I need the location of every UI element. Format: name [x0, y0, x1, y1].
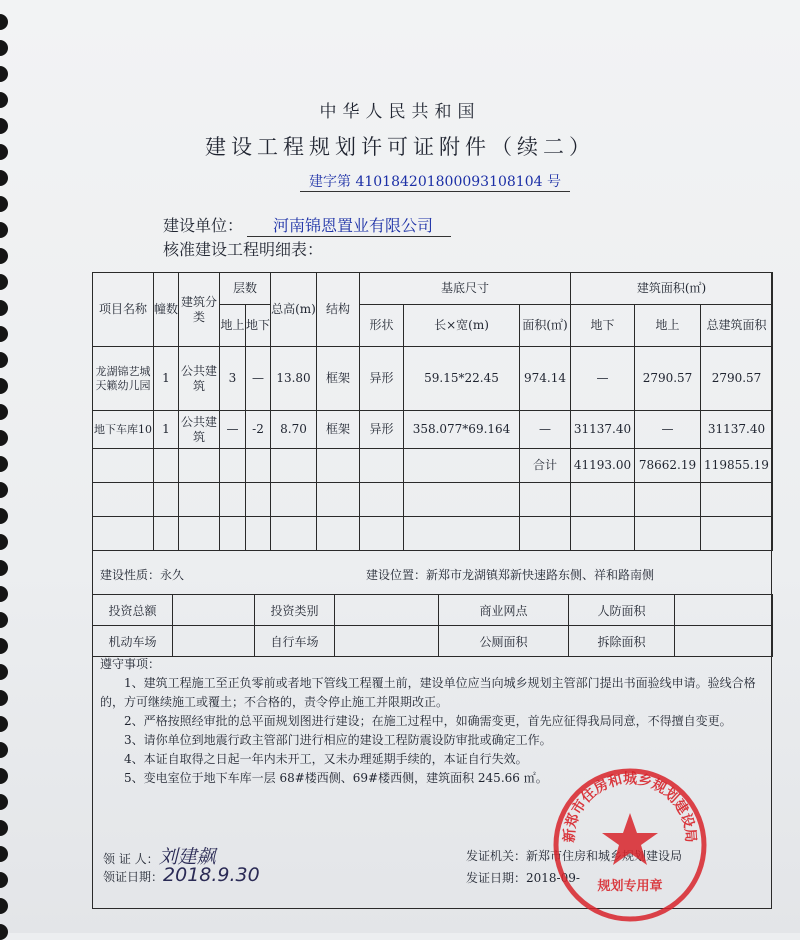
cell-shape: 异形: [360, 411, 404, 449]
nature-label: 建设性质：: [100, 568, 161, 582]
feed-hole: [0, 170, 8, 186]
th-shape: 形状: [360, 305, 404, 347]
cell-base-area: —: [520, 411, 571, 449]
th-floors-above: 地上: [220, 305, 246, 347]
cell-area-below: 31137.40: [571, 411, 635, 449]
investment-total-label: 投资总额: [93, 595, 173, 626]
th-area-above: 地上: [635, 305, 701, 347]
th-total-height: 总高(m): [271, 273, 317, 347]
table-row: [93, 347, 773, 411]
commercial-label: 商业网点: [439, 595, 569, 626]
feed-hole: [0, 820, 8, 836]
cell-type: 公共建筑: [179, 411, 220, 449]
location-value: 新郑市龙湖镇郑新快速路东侧、祥和路南侧: [426, 568, 655, 582]
document-title: 建设工程规划许可证附件（续二）: [205, 135, 595, 159]
investment-table: [92, 594, 773, 657]
cell-area-above: —: [635, 411, 701, 449]
th-base-size: 基底尺寸: [360, 273, 571, 305]
issue-date-value: 2018-09-: [526, 871, 580, 885]
feed-hole: [0, 508, 8, 524]
cell-count: 1: [154, 347, 179, 411]
empty-row: [93, 483, 773, 517]
totals-row: [93, 449, 773, 483]
feed-hole: [0, 430, 8, 446]
toilet-area-label: 公厕面积: [439, 626, 569, 657]
receive-date-label: 领证日期：: [103, 870, 164, 884]
feed-hole: [0, 300, 8, 316]
feed-hole: [0, 638, 8, 654]
cell-type: 公共建筑: [179, 347, 220, 411]
cell-lxw: 59.15*22.45: [404, 347, 520, 411]
cell-area-total: 2790.57: [701, 347, 773, 411]
note-item: 2、严格按照经审批的总平面规划图进行建设；在施工过程中，如确需变更，首先应征得我局同意，不得擅自变更。: [124, 714, 732, 728]
note-item: 1、建筑工程施工至正负零前或者地下管线工程覆土前，建设单位应当向城乡规划主管部门提出书面验线申请。验线合格的，方可继续施工或覆土；不合格的，责令停止施工并限期改正。: [100, 676, 756, 709]
feed-hole: [0, 482, 8, 498]
feed-hole: [0, 560, 8, 576]
receive-date-line: [103, 864, 260, 886]
cell-shape: 异形: [360, 347, 404, 411]
civil-defense-label: 人防面积: [569, 595, 675, 626]
feed-hole: [0, 196, 8, 212]
empty-row: [93, 517, 773, 551]
feed-hole: [0, 586, 8, 602]
receiver-label: 领 证 人：: [103, 852, 159, 866]
feed-hole: [0, 898, 8, 914]
th-area-below: 地下: [571, 305, 635, 347]
cell-name: 地下车库10: [93, 411, 154, 449]
feed-hole: [0, 222, 8, 238]
feed-hole: [0, 872, 8, 888]
th-area-total: 总建筑面积: [701, 305, 773, 347]
cell-structure: 框架: [317, 411, 360, 449]
th-building-count: 幢数: [154, 273, 179, 347]
note-item: 3、请你单位到地震行政主管部门进行相应的建设工程防震设防审批或确定工作。: [124, 733, 552, 747]
note-item: 5、变电室位于地下车库一层 68#楼西侧、69#楼西侧，建筑面积 245.66 ㎡。: [124, 771, 548, 785]
seal-arc-text: 新郑市住房和城乡规划建设局: [561, 771, 699, 844]
feed-hole: [0, 14, 8, 30]
cell-area-above: 2790.57: [635, 347, 701, 411]
bicycle-parking-label: 自行车场: [255, 626, 335, 657]
feed-hole: [0, 326, 8, 342]
feed-hole: [0, 40, 8, 56]
th-floors: 层数: [220, 273, 271, 305]
th-project-name: 项目名称: [93, 273, 154, 347]
th-floor-area: 建筑面积(㎡): [571, 273, 773, 305]
construction-nature: [100, 566, 184, 583]
issuer-value: 新郑市住房和城乡规划建设局: [526, 849, 683, 863]
building-detail-table: [92, 272, 773, 551]
issuer-label: 发证机关：: [466, 849, 527, 863]
feed-hole: [0, 248, 8, 264]
th-floors-below: 地下: [246, 305, 271, 347]
receiver-signature: 刘建飙: [158, 846, 216, 868]
feed-hole: [0, 404, 8, 420]
note-item: 4、本证自取得之日起一年内未开工，又未办理延期手续的，本证自行失效。: [124, 752, 528, 766]
demolition-area-label: 拆除面积: [569, 626, 675, 657]
th-lxw: 长×宽(m): [404, 305, 520, 347]
investment-type-label: 投资类别: [255, 595, 335, 626]
cell-area-below: —: [571, 347, 635, 411]
applicant-value: 河南锦恩置业有限公司: [247, 213, 451, 237]
feed-hole: [0, 664, 8, 680]
cell-base-area: 974.14: [520, 347, 571, 411]
feed-hole: [0, 768, 8, 784]
seal-sub-text: 规划专用章: [597, 879, 663, 894]
feed-hole: [0, 66, 8, 82]
cell-above: 3: [220, 347, 246, 411]
permit-number: 建字第 410184201800093108104 号: [300, 171, 570, 192]
feed-hole: [0, 742, 8, 758]
cell-structure: 框架: [317, 347, 360, 411]
official-seal: [550, 765, 710, 925]
th-base-area: 面积(㎡): [520, 305, 571, 347]
cell-height: 8.70: [271, 411, 317, 449]
cell-height: 13.80: [271, 347, 317, 411]
issue-date-label: 发证日期：: [466, 871, 527, 885]
totals-area-total: 119855.19: [701, 449, 773, 483]
table-row: [93, 411, 773, 449]
feed-hole: [0, 716, 8, 732]
feed-hole: [0, 274, 8, 290]
cell-count: 1: [154, 411, 179, 449]
totals-area-below: 41193.00: [571, 449, 635, 483]
feed-hole: [0, 794, 8, 810]
detail-title: 核准建设工程明细表：: [163, 240, 324, 259]
receive-date-handwritten: 2018.9.30: [163, 864, 260, 886]
cell-below: —: [246, 347, 271, 411]
nature-value: 永久: [160, 568, 185, 582]
feed-hole: [0, 690, 8, 706]
applicant-line: [163, 213, 451, 237]
th-structure: 结构: [317, 273, 360, 347]
th-building-type: 建筑分类: [179, 273, 220, 347]
cell-above: —: [220, 411, 246, 449]
feed-hole: [0, 378, 8, 394]
totals-label: 合计: [520, 449, 571, 483]
feed-hole: [0, 924, 8, 940]
cell-area-total: 31137.40: [701, 411, 773, 449]
totals-area-above: 78662.19: [635, 449, 701, 483]
cell-below: -2: [246, 411, 271, 449]
location-label: 建设位置：: [366, 568, 427, 582]
feed-hole: [0, 846, 8, 862]
construction-location: [366, 566, 654, 583]
motor-parking-label: 机动车场: [93, 626, 173, 657]
applicant-label: 建设单位：: [163, 216, 244, 235]
country-heading: 中华人民共和国: [319, 102, 481, 122]
seal-star: [602, 813, 658, 865]
feed-hole: [0, 534, 8, 550]
notes-title: 遵守事项：: [100, 657, 161, 671]
cell-lxw: 358.077*69.164: [404, 411, 520, 449]
cell-name: 龙湖锦艺城天籁幼儿园: [93, 347, 154, 411]
feed-hole: [0, 456, 8, 472]
feed-hole: [0, 352, 8, 368]
feed-hole: [0, 612, 8, 628]
